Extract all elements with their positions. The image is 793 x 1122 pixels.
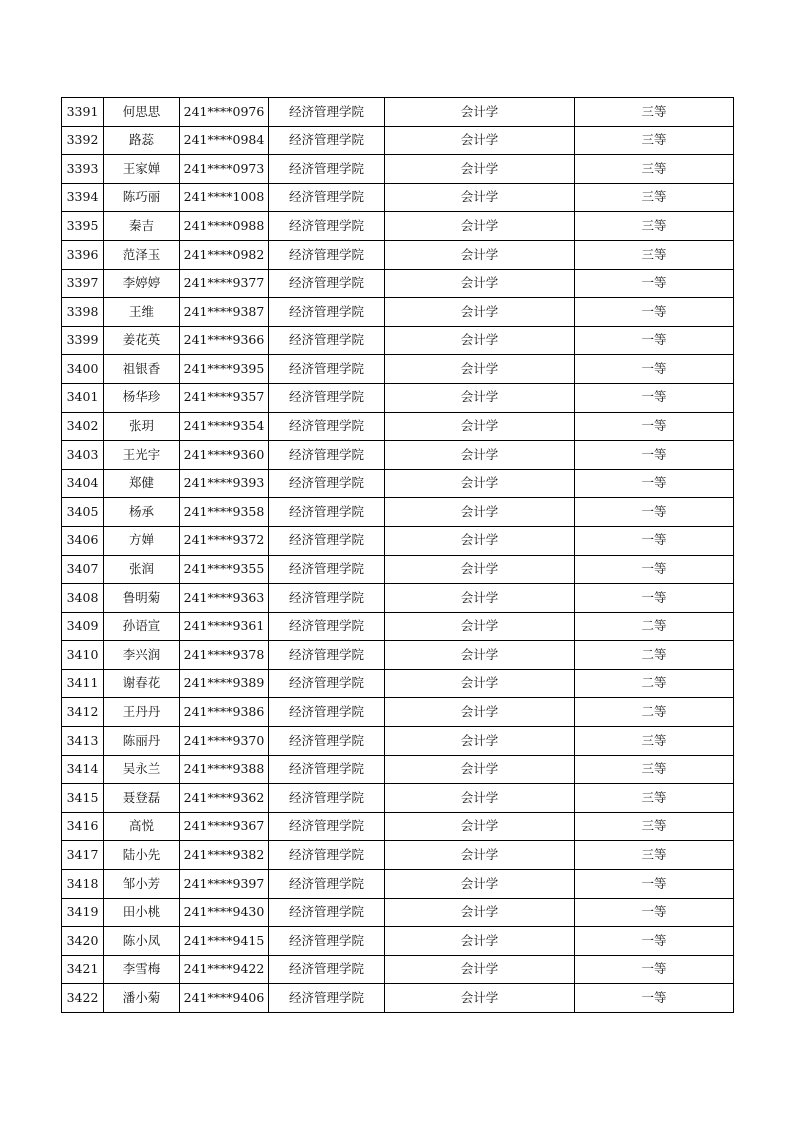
table-row xyxy=(62,870,734,899)
row-number-cell: 3414 xyxy=(62,755,104,784)
student-name-cell: 吴永兰 xyxy=(104,755,180,784)
student-name-cell: 杨华珍 xyxy=(104,383,180,412)
row-number-cell: 3419 xyxy=(62,898,104,927)
award-grade-cell: 一等 xyxy=(575,955,734,984)
student-name-cell: 何思思 xyxy=(104,98,180,127)
student-name-cell: 秦吉 xyxy=(104,212,180,241)
student-name-cell: 李兴润 xyxy=(104,641,180,670)
table-row xyxy=(62,240,734,269)
award-grade-cell: 一等 xyxy=(575,927,734,956)
award-grade-cell: 一等 xyxy=(575,584,734,613)
major-cell: 会计学 xyxy=(385,183,575,212)
row-number-cell: 3402 xyxy=(62,412,104,441)
award-grade-cell: 一等 xyxy=(575,383,734,412)
row-number-cell: 3409 xyxy=(62,612,104,641)
award-grade-cell: 一等 xyxy=(575,498,734,527)
student-name-cell: 聂登磊 xyxy=(104,784,180,813)
college-cell: 经济管理学院 xyxy=(269,412,385,441)
row-number-cell: 3412 xyxy=(62,698,104,727)
major-cell: 会计学 xyxy=(385,641,575,670)
row-number-cell: 3417 xyxy=(62,841,104,870)
student-id-cell: 241****0982 xyxy=(180,240,269,269)
student-name-cell: 王家婵 xyxy=(104,155,180,184)
college-cell: 经济管理学院 xyxy=(269,898,385,927)
table-row xyxy=(62,383,734,412)
college-cell: 经济管理学院 xyxy=(269,755,385,784)
student-name-cell: 郑健 xyxy=(104,469,180,498)
student-name-cell: 李婷婷 xyxy=(104,269,180,298)
college-cell: 经济管理学院 xyxy=(269,698,385,727)
table-row xyxy=(62,955,734,984)
major-cell: 会计学 xyxy=(385,383,575,412)
student-name-cell: 张润 xyxy=(104,555,180,584)
major-cell: 会计学 xyxy=(385,555,575,584)
award-roster-table xyxy=(61,97,734,1013)
student-name-cell: 方婵 xyxy=(104,526,180,555)
student-name-cell: 陈丽丹 xyxy=(104,727,180,756)
award-grade-cell: 一等 xyxy=(575,355,734,384)
award-grade-cell: 三等 xyxy=(575,727,734,756)
major-cell: 会计学 xyxy=(385,412,575,441)
student-id-cell: 241****9393 xyxy=(180,469,269,498)
student-name-cell: 路蕊 xyxy=(104,126,180,155)
row-number-cell: 3397 xyxy=(62,269,104,298)
college-cell: 经济管理学院 xyxy=(269,870,385,899)
student-id-cell: 241****9387 xyxy=(180,298,269,327)
major-cell: 会计学 xyxy=(385,269,575,298)
row-number-cell: 3410 xyxy=(62,641,104,670)
award-grade-cell: 一等 xyxy=(575,269,734,298)
major-cell: 会计学 xyxy=(385,240,575,269)
major-cell: 会计学 xyxy=(385,326,575,355)
student-id-cell: 241****9355 xyxy=(180,555,269,584)
major-cell: 会计学 xyxy=(385,870,575,899)
student-id-cell: 241****9354 xyxy=(180,412,269,441)
student-name-cell: 潘小菊 xyxy=(104,984,180,1013)
college-cell: 经济管理学院 xyxy=(269,98,385,127)
row-number-cell: 3404 xyxy=(62,469,104,498)
major-cell: 会计学 xyxy=(385,669,575,698)
award-grade-cell: 一等 xyxy=(575,870,734,899)
major-cell: 会计学 xyxy=(385,812,575,841)
college-cell: 经济管理学院 xyxy=(269,841,385,870)
student-id-cell: 241****9366 xyxy=(180,326,269,355)
major-cell: 会计学 xyxy=(385,841,575,870)
row-number-cell: 3391 xyxy=(62,98,104,127)
table-row xyxy=(62,126,734,155)
table-row xyxy=(62,326,734,355)
award-grade-cell: 二等 xyxy=(575,641,734,670)
award-grade-cell: 三等 xyxy=(575,784,734,813)
student-name-cell: 祖银香 xyxy=(104,355,180,384)
college-cell: 经济管理学院 xyxy=(269,555,385,584)
row-number-cell: 3422 xyxy=(62,984,104,1013)
award-grade-cell: 一等 xyxy=(575,526,734,555)
major-cell: 会计学 xyxy=(385,955,575,984)
award-grade-cell: 一等 xyxy=(575,984,734,1013)
student-name-cell: 陈小凤 xyxy=(104,927,180,956)
college-cell: 经济管理学院 xyxy=(269,984,385,1013)
student-id-cell: 241****9382 xyxy=(180,841,269,870)
major-cell: 会计学 xyxy=(385,498,575,527)
row-number-cell: 3418 xyxy=(62,870,104,899)
college-cell: 经济管理学院 xyxy=(269,269,385,298)
award-grade-cell: 三等 xyxy=(575,126,734,155)
table-row xyxy=(62,269,734,298)
student-id-cell: 241****9406 xyxy=(180,984,269,1013)
award-grade-cell: 三等 xyxy=(575,812,734,841)
award-grade-cell: 二等 xyxy=(575,698,734,727)
award-grade-cell: 三等 xyxy=(575,212,734,241)
student-id-cell: 241****9360 xyxy=(180,441,269,470)
row-number-cell: 3415 xyxy=(62,784,104,813)
college-cell: 经济管理学院 xyxy=(269,584,385,613)
row-number-cell: 3403 xyxy=(62,441,104,470)
award-grade-cell: 一等 xyxy=(575,469,734,498)
student-name-cell: 陈巧丽 xyxy=(104,183,180,212)
college-cell: 经济管理学院 xyxy=(269,183,385,212)
college-cell: 经济管理学院 xyxy=(269,441,385,470)
student-name-cell: 鲁明菊 xyxy=(104,584,180,613)
major-cell: 会计学 xyxy=(385,98,575,127)
college-cell: 经济管理学院 xyxy=(269,155,385,184)
award-grade-cell: 一等 xyxy=(575,326,734,355)
major-cell: 会计学 xyxy=(385,698,575,727)
table-row xyxy=(62,898,734,927)
major-cell: 会计学 xyxy=(385,126,575,155)
college-cell: 经济管理学院 xyxy=(269,812,385,841)
student-id-cell: 241****9395 xyxy=(180,355,269,384)
college-cell: 经济管理学院 xyxy=(269,727,385,756)
table-row xyxy=(62,669,734,698)
award-grade-cell: 三等 xyxy=(575,841,734,870)
award-grade-cell: 一等 xyxy=(575,555,734,584)
college-cell: 经济管理学院 xyxy=(269,784,385,813)
college-cell: 经济管理学院 xyxy=(269,355,385,384)
award-grade-cell: 二等 xyxy=(575,669,734,698)
row-number-cell: 3394 xyxy=(62,183,104,212)
college-cell: 经济管理学院 xyxy=(269,641,385,670)
table-row xyxy=(62,498,734,527)
table-row xyxy=(62,355,734,384)
table-row xyxy=(62,927,734,956)
student-id-cell: 241****9422 xyxy=(180,955,269,984)
student-name-cell: 王丹丹 xyxy=(104,698,180,727)
student-id-cell: 241****9397 xyxy=(180,870,269,899)
college-cell: 经济管理学院 xyxy=(269,669,385,698)
award-grade-cell: 一等 xyxy=(575,298,734,327)
major-cell: 会计学 xyxy=(385,784,575,813)
student-name-cell: 高悦 xyxy=(104,812,180,841)
row-number-cell: 3416 xyxy=(62,812,104,841)
college-cell: 经济管理学院 xyxy=(269,212,385,241)
student-id-cell: 241****9358 xyxy=(180,498,269,527)
student-id-cell: 241****9386 xyxy=(180,698,269,727)
row-number-cell: 3408 xyxy=(62,584,104,613)
student-name-cell: 杨承 xyxy=(104,498,180,527)
student-id-cell: 241****9378 xyxy=(180,641,269,670)
row-number-cell: 3392 xyxy=(62,126,104,155)
major-cell: 会计学 xyxy=(385,927,575,956)
student-id-cell: 241****9388 xyxy=(180,755,269,784)
roster-body xyxy=(62,98,734,1013)
table-row xyxy=(62,755,734,784)
award-grade-cell: 三等 xyxy=(575,183,734,212)
row-number-cell: 3407 xyxy=(62,555,104,584)
student-name-cell: 王维 xyxy=(104,298,180,327)
major-cell: 会计学 xyxy=(385,727,575,756)
student-id-cell: 241****9430 xyxy=(180,898,269,927)
major-cell: 会计学 xyxy=(385,155,575,184)
student-id-cell: 241****9362 xyxy=(180,784,269,813)
major-cell: 会计学 xyxy=(385,612,575,641)
award-grade-cell: 二等 xyxy=(575,612,734,641)
student-id-cell: 241****9367 xyxy=(180,812,269,841)
student-name-cell: 孙语宣 xyxy=(104,612,180,641)
table-row xyxy=(62,98,734,127)
student-name-cell: 张玥 xyxy=(104,412,180,441)
student-name-cell: 姜花英 xyxy=(104,326,180,355)
college-cell: 经济管理学院 xyxy=(269,240,385,269)
student-id-cell: 241****0973 xyxy=(180,155,269,184)
table-row xyxy=(62,698,734,727)
student-name-cell: 田小桃 xyxy=(104,898,180,927)
table-row xyxy=(62,841,734,870)
major-cell: 会计学 xyxy=(385,212,575,241)
student-id-cell: 241****9363 xyxy=(180,584,269,613)
student-id-cell: 241****9361 xyxy=(180,612,269,641)
row-number-cell: 3411 xyxy=(62,669,104,698)
row-number-cell: 3405 xyxy=(62,498,104,527)
student-id-cell: 241****9357 xyxy=(180,383,269,412)
student-id-cell: 241****0988 xyxy=(180,212,269,241)
college-cell: 经济管理学院 xyxy=(269,612,385,641)
table-row xyxy=(62,526,734,555)
award-grade-cell: 三等 xyxy=(575,240,734,269)
major-cell: 会计学 xyxy=(385,441,575,470)
major-cell: 会计学 xyxy=(385,898,575,927)
student-name-cell: 陆小先 xyxy=(104,841,180,870)
row-number-cell: 3398 xyxy=(62,298,104,327)
college-cell: 经济管理学院 xyxy=(269,298,385,327)
student-name-cell: 李雪梅 xyxy=(104,955,180,984)
table-row xyxy=(62,212,734,241)
row-number-cell: 3396 xyxy=(62,240,104,269)
row-number-cell: 3421 xyxy=(62,955,104,984)
student-id-cell: 241****9415 xyxy=(180,927,269,956)
table-row xyxy=(62,812,734,841)
row-number-cell: 3400 xyxy=(62,355,104,384)
row-number-cell: 3401 xyxy=(62,383,104,412)
table-row xyxy=(62,441,734,470)
student-name-cell: 范泽玉 xyxy=(104,240,180,269)
student-id-cell: 241****9370 xyxy=(180,727,269,756)
table-row xyxy=(62,298,734,327)
row-number-cell: 3399 xyxy=(62,326,104,355)
student-id-cell: 241****9372 xyxy=(180,526,269,555)
student-name-cell: 谢春花 xyxy=(104,669,180,698)
student-name-cell: 邹小芳 xyxy=(104,870,180,899)
college-cell: 经济管理学院 xyxy=(269,526,385,555)
college-cell: 经济管理学院 xyxy=(269,126,385,155)
student-id-cell: 241****1008 xyxy=(180,183,269,212)
major-cell: 会计学 xyxy=(385,298,575,327)
major-cell: 会计学 xyxy=(385,355,575,384)
row-number-cell: 3413 xyxy=(62,727,104,756)
row-number-cell: 3395 xyxy=(62,212,104,241)
student-id-cell: 241****0976 xyxy=(180,98,269,127)
row-number-cell: 3393 xyxy=(62,155,104,184)
table-row xyxy=(62,984,734,1013)
table-row xyxy=(62,612,734,641)
college-cell: 经济管理学院 xyxy=(269,498,385,527)
table-row xyxy=(62,584,734,613)
row-number-cell: 3406 xyxy=(62,526,104,555)
table-row xyxy=(62,727,734,756)
award-grade-cell: 三等 xyxy=(575,155,734,184)
college-cell: 经济管理学院 xyxy=(269,383,385,412)
table-row xyxy=(62,784,734,813)
table-row xyxy=(62,555,734,584)
student-name-cell: 王光宇 xyxy=(104,441,180,470)
major-cell: 会计学 xyxy=(385,584,575,613)
student-id-cell: 241****9389 xyxy=(180,669,269,698)
student-id-cell: 241****0984 xyxy=(180,126,269,155)
award-grade-cell: 一等 xyxy=(575,441,734,470)
table-row xyxy=(62,469,734,498)
table-row xyxy=(62,183,734,212)
major-cell: 会计学 xyxy=(385,526,575,555)
major-cell: 会计学 xyxy=(385,755,575,784)
college-cell: 经济管理学院 xyxy=(269,955,385,984)
college-cell: 经济管理学院 xyxy=(269,326,385,355)
college-cell: 经济管理学院 xyxy=(269,927,385,956)
table-row xyxy=(62,641,734,670)
award-grade-cell: 一等 xyxy=(575,412,734,441)
award-grade-cell: 三等 xyxy=(575,98,734,127)
student-id-cell: 241****9377 xyxy=(180,269,269,298)
row-number-cell: 3420 xyxy=(62,927,104,956)
table-row xyxy=(62,155,734,184)
major-cell: 会计学 xyxy=(385,984,575,1013)
college-cell: 经济管理学院 xyxy=(269,469,385,498)
award-grade-cell: 一等 xyxy=(575,898,734,927)
major-cell: 会计学 xyxy=(385,469,575,498)
award-grade-cell: 三等 xyxy=(575,755,734,784)
table-row xyxy=(62,412,734,441)
